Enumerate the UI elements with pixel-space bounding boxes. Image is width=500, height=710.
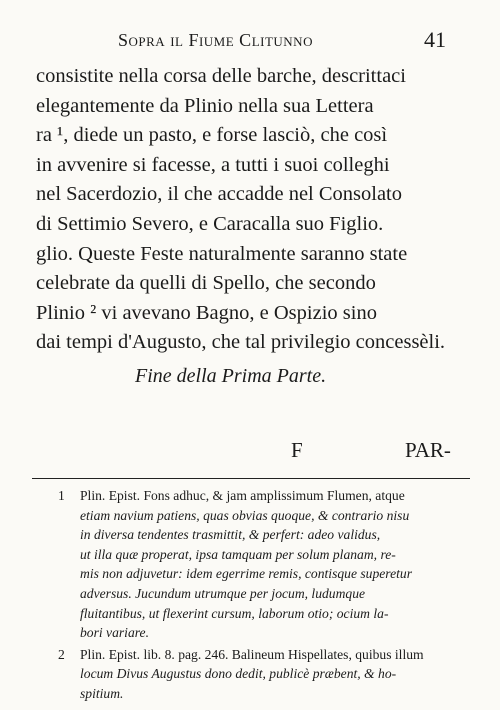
footnote-line: locum Divus Augustus dono dedit, publicè præbent, & ho- [80,666,397,682]
body-line: celebrate da quelli di Spello, che secondo [36,272,376,295]
catchword: PAR- [405,438,451,462]
closing-line: Fine della Prima Parte. [135,365,327,387]
body-text [36,62,468,358]
footnote-line: spitium. [80,685,124,701]
footnote-line: bori variare. [80,625,149,641]
body-line: consistite nella corsa delle barche, descrittaci [36,65,406,87]
body-line: in avvenire si facesse, a tutti i suoi colleghi [36,153,390,176]
body-line: elegantemente da Plinio nella sua Lettera [36,94,374,117]
footnote-line: mis non adjuvetur: idem egerrime remis, contisque superetur [80,566,412,582]
footnote-line: Plin. Epist. lib. 8. pag. 246. Balineum Hispellates, quibus illum [80,646,424,662]
footnote-line: Plin. Epist. Fons adhuc, & jam amplissimum Flumen, atque [80,488,405,503]
body-line: Plinio ² vi avevano Bagno, e Ospizio sino [36,301,377,324]
footnotes [40,486,472,706]
footnote-line: etiam navium patiens, quas obvias quoque, & contrario nisu [80,507,410,523]
footnote-rule [32,478,470,479]
footnote-mark: 2 [58,646,65,662]
footnote-line: fluitantibus, ut flexerint cursum, laborum otio; ocium la- [80,605,389,621]
body-line: dai tempi d'Augusto, che tal privilegio concessèli. [36,331,446,354]
signature-mark: F [291,438,303,462]
page-number: 41 [424,27,446,52]
footnote-1 [40,486,472,643]
body-line: glio. Queste Feste naturalmente saranno state [36,242,408,265]
body-line: ra ¹, diede un pasto, e forse lasciò, che così [36,124,388,147]
body-line: di Settimio Severo, e Caracalla suo Figlio. [36,212,384,235]
body-line: nel Sacerdozio, il che accadde nel Consolato [36,183,403,206]
running-title: Sopra il Fiume Clitunno [118,30,313,50]
footnote-2 [40,645,472,704]
footnote-mark: 1 [58,488,65,503]
footnote-line: in diversa tendentes trasmittit, & perfert: adeo validus, [80,527,381,543]
footnote-line: adversus. Jucundum utrumque per jocum, ludumque [80,585,366,601]
footnote-line: ut illa quæ properat, ipsa tamquam per solum planam, re- [80,546,396,562]
